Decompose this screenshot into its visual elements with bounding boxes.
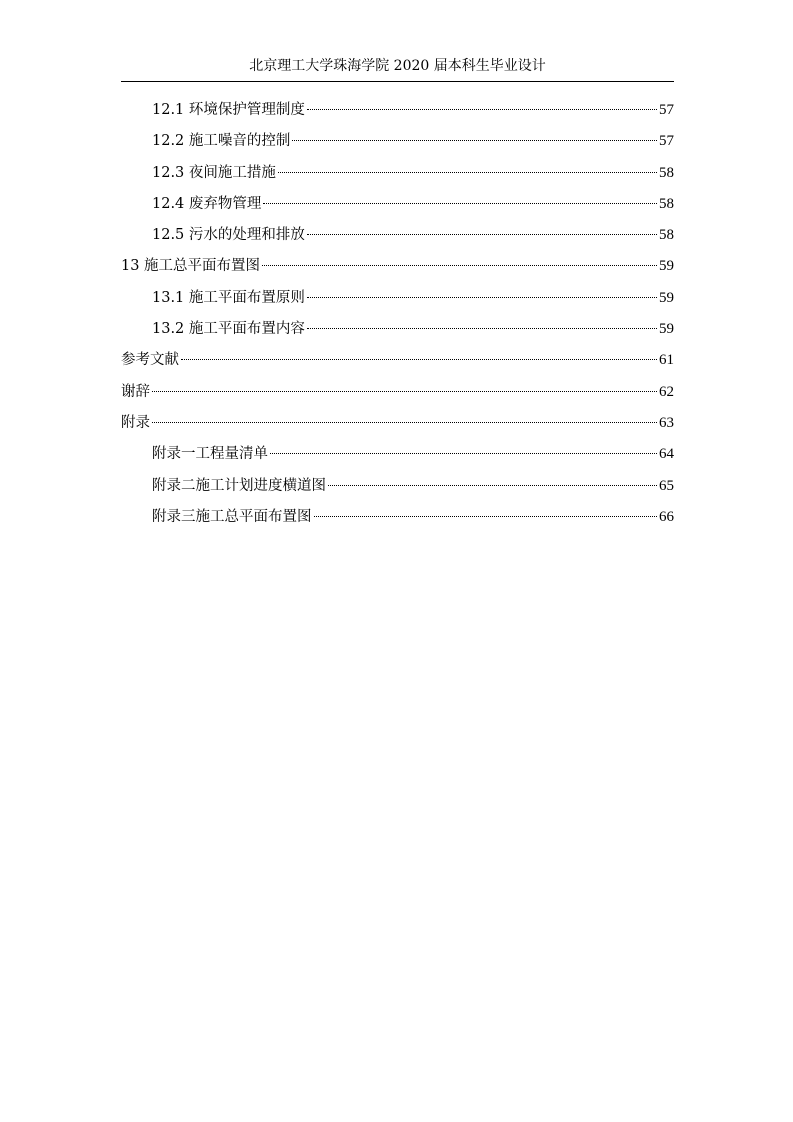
toc-entry-title: 12.4 废弃物管理	[152, 195, 262, 212]
toc-entry-title: 12.1 环境保护管理制度	[152, 102, 305, 118]
toc-entry-title: 附录	[121, 414, 150, 431]
toc-entry-appendix-3[interactable]	[121, 506, 674, 537]
toc-entry-title: 13 施工总平面布置图	[121, 258, 261, 275]
toc-dot-leader	[328, 485, 657, 486]
toc-page-number: 57	[659, 102, 674, 118]
toc-page-number: 65	[659, 477, 674, 494]
page-header: 北京理工大学珠海学院 2020 届本科生毕业设计	[249, 58, 546, 74]
toc-entry-appendix-2[interactable]	[121, 475, 674, 506]
toc-dot-leader	[307, 297, 657, 298]
toc-page-number: 57	[659, 133, 674, 150]
toc-entry-appendix[interactable]	[121, 412, 674, 443]
toc-page-number: 59	[659, 258, 674, 275]
toc-page-number: 58	[659, 164, 674, 181]
toc-page-number: 58	[659, 227, 674, 244]
toc-dot-leader	[307, 234, 657, 235]
toc-entry-13-2[interactable]	[121, 318, 674, 349]
toc-dot-leader	[181, 359, 657, 360]
toc-entry-title: 13.2 施工平面布置内容	[152, 321, 305, 338]
toc-entry-title: 12.5 污水的处理和排放	[152, 227, 305, 244]
toc-dot-leader	[262, 265, 657, 266]
toc-dot-leader	[278, 172, 657, 173]
toc-entry-12-5[interactable]	[121, 224, 674, 255]
toc-entry-title: 附录二施工计划进度横道图	[152, 477, 326, 494]
toc-entry-title: 12.2 施工噪音的控制	[152, 133, 291, 150]
toc-entry-acknowledgements[interactable]	[121, 381, 674, 412]
toc-dot-leader	[314, 516, 658, 517]
toc-page-number: 64	[659, 446, 674, 463]
toc-entry-title: 附录三施工总平面布置图	[152, 508, 312, 525]
toc-page-number: 63	[659, 414, 674, 431]
toc-entry-title: 谢辞	[121, 383, 150, 400]
toc-entry-12-4[interactable]	[121, 193, 674, 224]
header-divider	[121, 81, 674, 82]
toc-entry-13-1[interactable]	[121, 287, 674, 318]
toc-page-number: 61	[659, 352, 674, 369]
toc-dot-leader	[307, 328, 657, 329]
toc-page-number: 58	[659, 195, 674, 212]
toc-entry-title: 参考文献	[121, 352, 179, 369]
toc-entry-title: 12.3 夜间施工措施	[152, 164, 276, 181]
toc-dot-leader	[152, 422, 657, 423]
toc-page-number: 62	[659, 383, 674, 400]
toc-entry-12-3[interactable]	[121, 162, 674, 193]
toc-page-number: 59	[659, 289, 674, 306]
table-of-contents	[121, 99, 674, 537]
toc-dot-leader	[263, 203, 657, 204]
toc-dot-leader	[152, 391, 657, 392]
toc-page-number: 66	[659, 508, 674, 525]
toc-dot-leader	[307, 109, 657, 110]
toc-entry-13[interactable]	[121, 255, 674, 286]
toc-dot-leader	[270, 453, 657, 454]
toc-entry-references[interactable]	[121, 349, 674, 380]
toc-entry-title: 13.1 施工平面布置原则	[152, 289, 305, 306]
toc-entry-appendix-1[interactable]	[121, 443, 674, 474]
toc-entry-12-2[interactable]	[121, 130, 674, 161]
toc-entry-title: 附录一工程量清单	[152, 446, 268, 463]
toc-dot-leader	[292, 140, 657, 141]
toc-entry-12-1[interactable]	[121, 99, 674, 130]
toc-page-number: 59	[659, 321, 674, 338]
